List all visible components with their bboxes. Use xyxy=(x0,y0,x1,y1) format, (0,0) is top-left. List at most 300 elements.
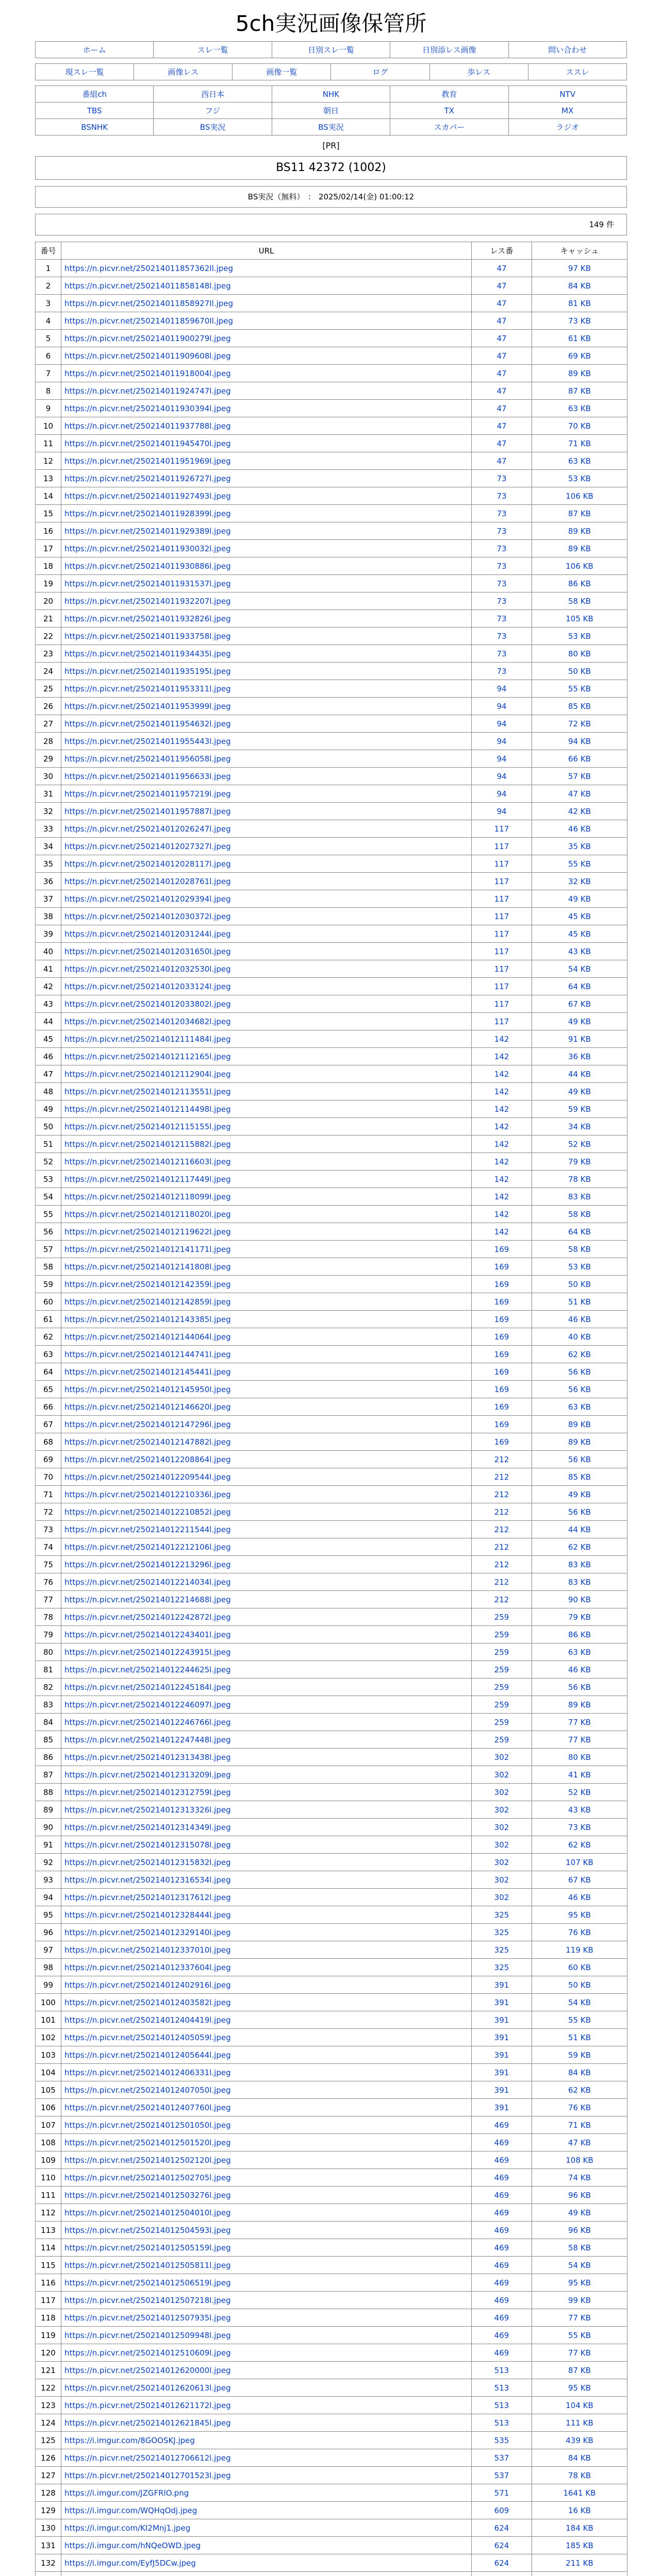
res-number-link[interactable]: 169 xyxy=(472,1328,532,1346)
subnav-link[interactable]: ログ xyxy=(331,64,429,80)
cache-size-link[interactable]: 55 KB xyxy=(532,2011,627,2029)
cache-size-link[interactable]: 43 KB xyxy=(532,1801,627,1819)
res-number-link[interactable]: 47 xyxy=(472,312,532,330)
image-url-link[interactable]: https://n.picvr.net/250214012505811l.jpeg xyxy=(61,2257,472,2274)
cache-size-link[interactable]: 84 KB xyxy=(532,277,627,295)
res-number-link[interactable]: 513 xyxy=(472,2414,532,2432)
res-number-link[interactable]: 47 xyxy=(472,452,532,470)
res-number-link[interactable]: 169 xyxy=(472,1241,532,1258)
res-number-link[interactable]: 94 xyxy=(472,733,532,750)
res-number-link[interactable]: 142 xyxy=(472,1048,532,1065)
cache-size-link[interactable]: 57 KB xyxy=(532,768,627,785)
image-url-link[interactable]: https://n.picvr.net/250214012027327l.jpeg xyxy=(61,838,472,855)
cache-size-link[interactable]: 52 KB xyxy=(532,1136,627,1153)
res-number-link[interactable]: 391 xyxy=(472,2064,532,2081)
res-number-link[interactable]: 169 xyxy=(472,1363,532,1381)
cache-size-link[interactable]: 86 KB xyxy=(532,1626,627,1643)
res-number-link[interactable]: 469 xyxy=(472,2274,532,2292)
image-url-link[interactable]: https://n.picvr.net/250214012504010l.jpeg xyxy=(61,2204,472,2222)
res-number-link[interactable]: 169 xyxy=(472,1433,532,1451)
res-number-link[interactable]: 94 xyxy=(472,698,532,715)
cache-size-link[interactable]: 54 KB xyxy=(532,1994,627,2011)
image-url-link[interactable]: https://n.picvr.net/250214012118099l.jpeg xyxy=(61,1188,472,1206)
cache-size-link[interactable]: 52 KB xyxy=(532,1784,627,1801)
image-url-link[interactable]: https://n.picvr.net/250214011859670Il.jpeg xyxy=(61,312,472,330)
res-number-link[interactable]: 142 xyxy=(472,1136,532,1153)
image-url-link[interactable]: https://n.picvr.net/250214012506519l.jpeg xyxy=(61,2274,472,2292)
cache-size-link[interactable]: 16 KB xyxy=(532,2502,627,2519)
image-url-link[interactable]: https://n.picvr.net/250214011924747l.jpeg xyxy=(61,382,472,400)
cache-size-link[interactable]: 49 KB xyxy=(532,1083,627,1100)
image-url-link[interactable]: https://n.picvr.net/250214012033124l.jpeg xyxy=(61,978,472,995)
nav-link[interactable]: スレ一覧 xyxy=(154,42,272,58)
image-url-link[interactable]: https://n.picvr.net/250214012407050l.jpeg xyxy=(61,2081,472,2099)
image-url-link[interactable]: https://n.picvr.net/250214011953311l.jpeg xyxy=(61,680,472,698)
image-url-link[interactable]: https://n.picvr.net/250214011858148l.jpeg xyxy=(61,277,472,295)
cache-size-link[interactable]: 89 KB xyxy=(532,1696,627,1714)
image-url-link[interactable]: https://n.picvr.net/250214012141171l.jpeg xyxy=(61,1241,472,1258)
res-number-link[interactable]: 117 xyxy=(472,890,532,908)
image-url-link[interactable]: https://n.picvr.net/250214012242872l.jpeg xyxy=(61,1608,472,1626)
channel-link[interactable]: TBS xyxy=(36,103,154,119)
res-number-link[interactable]: 73 xyxy=(472,663,532,680)
cache-size-link[interactable]: 58 KB xyxy=(532,592,627,610)
res-number-link[interactable]: 142 xyxy=(472,1065,532,1083)
res-number-link[interactable]: 94 xyxy=(472,803,532,820)
cache-size-link[interactable]: 104 KB xyxy=(532,2397,627,2414)
res-number-link[interactable]: 47 xyxy=(472,435,532,452)
cache-size-link[interactable]: 36 KB xyxy=(532,1048,627,1065)
res-number-link[interactable]: 212 xyxy=(472,1468,532,1486)
image-url-link[interactable]: https://n.picvr.net/250214012317612l.jpeg xyxy=(61,1889,472,1906)
image-url-link[interactable]: https://n.picvr.net/250214012117449l.jpeg xyxy=(61,1171,472,1188)
cache-size-link[interactable]: 66 KB xyxy=(532,750,627,768)
image-url-link[interactable]: https://n.picvr.net/250214012033802l.jpeg xyxy=(61,995,472,1013)
cache-size-link[interactable]: 58 KB xyxy=(532,1241,627,1258)
cache-size-link[interactable]: 55 KB xyxy=(532,680,627,698)
image-url-link[interactable]: https://n.picvr.net/250214011956058l.jpeg xyxy=(61,750,472,768)
image-url-link[interactable]: https://n.picvr.net/250214012313209l.jpeg xyxy=(61,1766,472,1784)
image-url-link[interactable]: https://n.picvr.net/250214011927493l.jpeg xyxy=(61,487,472,505)
image-url-link[interactable]: https://n.picvr.net/250214012337010l.jpeg xyxy=(61,1941,472,1959)
res-number-link[interactable]: 142 xyxy=(472,1118,532,1136)
channel-link[interactable]: 教育 xyxy=(390,86,508,103)
res-number-link[interactable]: 469 xyxy=(472,2309,532,2327)
nav-link[interactable]: 問い合わせ xyxy=(508,42,626,58)
cache-size-link[interactable] xyxy=(532,2572,627,2576)
image-url-link[interactable]: https://n.picvr.net/250214011955443l.jpeg xyxy=(61,733,472,750)
res-number-link[interactable]: 259 xyxy=(472,1696,532,1714)
res-number-link[interactable]: 169 xyxy=(472,1416,532,1433)
image-url-link[interactable]: https://n.picvr.net/250214012314349l.jpeg xyxy=(61,1819,472,1836)
image-url-link[interactable]: https://n.picvr.net/250214011933758l.jpeg xyxy=(61,628,472,645)
res-number-link[interactable]: 47 xyxy=(472,260,532,277)
image-url-link[interactable]: https://n.picvr.net/250214012144064l.jpeg xyxy=(61,1328,472,1346)
cache-size-link[interactable]: 60 KB xyxy=(532,1959,627,1976)
cache-size-link[interactable]: 89 KB xyxy=(532,1416,627,1433)
image-url-link[interactable]: https://n.picvr.net/250214012214688l.jpeg xyxy=(61,1591,472,1608)
cache-size-link[interactable]: 58 KB xyxy=(532,1206,627,1223)
res-number-link[interactable]: 169 xyxy=(472,1258,532,1276)
image-url-link[interactable]: https://n.picvr.net/250214012031244l.jpeg xyxy=(61,925,472,943)
cache-size-link[interactable]: 49 KB xyxy=(532,890,627,908)
image-url-link[interactable]: https://n.picvr.net/250214011930886l.jpeg xyxy=(61,557,472,575)
cache-size-link[interactable]: 97 KB xyxy=(532,260,627,277)
subnav-link[interactable]: 画像レス xyxy=(134,64,233,80)
res-number-link[interactable]: 142 xyxy=(472,1030,532,1048)
cache-size-link[interactable]: 85 KB xyxy=(532,1468,627,1486)
cache-size-link[interactable]: 53 KB xyxy=(532,470,627,487)
cache-size-link[interactable]: 56 KB xyxy=(532,1679,627,1696)
image-url-link[interactable]: https://n.picvr.net/250214011951969l.jpeg xyxy=(61,452,472,470)
image-url-link[interactable]: https://n.picvr.net/250214012029394l.jpeg xyxy=(61,890,472,908)
image-url-link[interactable]: https://n.picvr.net/250214012701523l.jpeg xyxy=(61,2467,472,2484)
cache-size-link[interactable]: 46 KB xyxy=(532,820,627,838)
image-url-link[interactable]: https://n.picvr.net/250214011900279l.jpeg xyxy=(61,330,472,347)
res-number-link[interactable]: 469 xyxy=(472,2327,532,2344)
res-number-link[interactable]: 117 xyxy=(472,855,532,873)
image-url-link[interactable]: https://n.picvr.net/250214011930032l.jpeg xyxy=(61,540,472,557)
res-number-link[interactable]: 624 xyxy=(472,2537,532,2554)
cache-size-link[interactable]: 73 KB xyxy=(532,1819,627,1836)
res-number-link[interactable]: 302 xyxy=(472,1784,532,1801)
res-number-link[interactable]: 259 xyxy=(472,1626,532,1643)
res-number-link[interactable]: 259 xyxy=(472,1731,532,1749)
image-url-link[interactable]: https://i.imgur.com/KI2Mnj1.jpeg xyxy=(61,2519,472,2537)
res-number-link[interactable]: 47 xyxy=(472,295,532,312)
cache-size-link[interactable]: 56 KB xyxy=(532,1451,627,1468)
res-number-link[interactable]: 117 xyxy=(472,960,532,978)
image-url-link[interactable]: https://n.picvr.net/250214012211544l.jpeg xyxy=(61,1521,472,1538)
image-url-link[interactable]: https://n.picvr.net/250214012142859l.jpeg xyxy=(61,1293,472,1311)
cache-size-link[interactable]: 69 KB xyxy=(532,347,627,365)
cache-size-link[interactable]: 86 KB xyxy=(532,575,627,592)
cache-size-link[interactable]: 108 KB xyxy=(532,2151,627,2169)
res-number-link[interactable]: 94 xyxy=(472,715,532,733)
cache-size-link[interactable]: 87 KB xyxy=(532,2362,627,2379)
cache-size-link[interactable]: 41 KB xyxy=(532,1766,627,1784)
cache-size-link[interactable]: 56 KB xyxy=(532,1503,627,1521)
res-number-link[interactable]: 117 xyxy=(472,925,532,943)
image-url-link[interactable]: https://n.picvr.net/250214012510609l.jpeg xyxy=(61,2344,472,2362)
cache-size-link[interactable]: 84 KB xyxy=(532,2064,627,2081)
image-url-link[interactable]: https://n.picvr.net/250214012337604l.jpeg xyxy=(61,1959,472,1976)
image-url-link[interactable]: https://n.picvr.net/250214011953999l.jpeg xyxy=(61,698,472,715)
image-url-link[interactable]: https://n.picvr.net/250214012144741l.jpeg xyxy=(61,1346,472,1363)
image-url-link[interactable]: https://n.picvr.net/250214012405644l.jpeg xyxy=(61,2046,472,2064)
cache-size-link[interactable]: 99 KB xyxy=(532,2292,627,2309)
image-url-link[interactable]: https://n.picvr.net/250214012621845l.jpeg xyxy=(61,2414,472,2432)
res-number-link[interactable]: 73 xyxy=(472,645,532,663)
cache-size-link[interactable]: 106 KB xyxy=(532,487,627,505)
image-url-link[interactable]: https://n.picvr.net/250214012312759l.jpeg xyxy=(61,1784,472,1801)
cache-size-link[interactable]: 107 KB xyxy=(532,1854,627,1871)
cache-size-link[interactable]: 96 KB xyxy=(532,2222,627,2239)
cache-size-link[interactable]: 111 KB xyxy=(532,2414,627,2432)
cache-size-link[interactable]: 71 KB xyxy=(532,2116,627,2134)
channel-link[interactable]: スカパー xyxy=(390,119,508,135)
image-url-link[interactable] xyxy=(61,2572,472,2576)
image-url-link[interactable]: https://n.picvr.net/250214012031650l.jpeg xyxy=(61,943,472,960)
res-number-link[interactable] xyxy=(472,2572,532,2576)
res-number-link[interactable]: 624 xyxy=(472,2519,532,2537)
cache-size-link[interactable]: 51 KB xyxy=(532,2029,627,2046)
res-number-link[interactable]: 302 xyxy=(472,1871,532,1889)
res-number-link[interactable]: 302 xyxy=(472,1766,532,1784)
cache-size-link[interactable]: 76 KB xyxy=(532,2099,627,2116)
cache-size-link[interactable]: 50 KB xyxy=(532,1976,627,1994)
channel-link[interactable]: 西日本 xyxy=(154,86,272,103)
res-number-link[interactable]: 302 xyxy=(472,1889,532,1906)
nav-link[interactable]: 日別添レス画像 xyxy=(390,42,508,58)
image-url-link[interactable]: https://n.picvr.net/250214012316534l.jpeg xyxy=(61,1871,472,1889)
image-url-link[interactable]: https://n.picvr.net/250214012210336l.jpeg xyxy=(61,1486,472,1503)
res-number-link[interactable]: 117 xyxy=(472,943,532,960)
image-url-link[interactable]: https://n.picvr.net/250214011956633l.jpeg xyxy=(61,768,472,785)
image-url-link[interactable]: https://n.picvr.net/250214012315078l.jpeg xyxy=(61,1836,472,1854)
image-url-link[interactable]: https://n.picvr.net/250214011909608l.jpeg xyxy=(61,347,472,365)
cache-size-link[interactable]: 49 KB xyxy=(532,1013,627,1030)
image-url-link[interactable]: https://i.imgur.com/EyfJ5DCw.jpeg xyxy=(61,2554,472,2572)
res-number-link[interactable]: 73 xyxy=(472,628,532,645)
res-number-link[interactable]: 259 xyxy=(472,1679,532,1696)
cache-size-link[interactable]: 54 KB xyxy=(532,2257,627,2274)
image-url-link[interactable]: https://n.picvr.net/250214012620000l.jpeg xyxy=(61,2362,472,2379)
image-url-link[interactable]: https://n.picvr.net/250214012143385l.jpeg xyxy=(61,1311,472,1328)
channel-link[interactable]: NTV xyxy=(508,86,626,103)
res-number-link[interactable]: 47 xyxy=(472,417,532,435)
cache-size-link[interactable]: 46 KB xyxy=(532,1311,627,1328)
res-number-link[interactable]: 73 xyxy=(472,575,532,592)
cache-size-link[interactable]: 63 KB xyxy=(532,1643,627,1661)
image-url-link[interactable]: https://n.picvr.net/250214012246097l.jpeg xyxy=(61,1696,472,1714)
image-url-link[interactable]: https://n.picvr.net/250214011929389l.jpeg xyxy=(61,522,472,540)
cache-size-link[interactable]: 47 KB xyxy=(532,785,627,803)
cache-size-link[interactable]: 94 KB xyxy=(532,733,627,750)
image-url-link[interactable]: https://n.picvr.net/250214012507218l.jpeg xyxy=(61,2292,472,2309)
subnav-link[interactable]: 現スレ一覧 xyxy=(36,64,134,80)
image-url-link[interactable]: https://n.picvr.net/250214012315832l.jpeg xyxy=(61,1854,472,1871)
cache-size-link[interactable]: 46 KB xyxy=(532,1661,627,1679)
image-url-link[interactable]: https://n.picvr.net/250214012329140l.jpeg xyxy=(61,1924,472,1941)
res-number-link[interactable]: 73 xyxy=(472,470,532,487)
image-url-link[interactable]: https://n.picvr.net/250214012145441l.jpeg xyxy=(61,1363,472,1381)
res-number-link[interactable]: 73 xyxy=(472,487,532,505)
res-number-link[interactable]: 117 xyxy=(472,838,532,855)
cache-size-link[interactable]: 77 KB xyxy=(532,2309,627,2327)
res-number-link[interactable]: 469 xyxy=(472,2116,532,2134)
res-number-link[interactable]: 302 xyxy=(472,1749,532,1766)
res-number-link[interactable]: 325 xyxy=(472,1941,532,1959)
channel-link[interactable]: 朝日 xyxy=(272,103,390,119)
res-number-link[interactable]: 259 xyxy=(472,1643,532,1661)
image-url-link[interactable]: https://n.picvr.net/250214012112904l.jpeg xyxy=(61,1065,472,1083)
cache-size-link[interactable]: 83 KB xyxy=(532,1556,627,1573)
cache-size-link[interactable]: 45 KB xyxy=(532,925,627,943)
res-number-link[interactable]: 537 xyxy=(472,2449,532,2467)
res-number-link[interactable]: 259 xyxy=(472,1608,532,1626)
cache-size-link[interactable]: 76 KB xyxy=(532,1924,627,1941)
image-url-link[interactable]: https://n.picvr.net/250214012706612l.jpeg xyxy=(61,2449,472,2467)
res-number-link[interactable]: 94 xyxy=(472,785,532,803)
cache-size-link[interactable]: 119 KB xyxy=(532,1941,627,1959)
image-url-link[interactable]: https://n.picvr.net/250214012502705l.jpeg xyxy=(61,2169,472,2187)
image-url-link[interactable]: https://n.picvr.net/250214012313438l.jpeg xyxy=(61,1749,472,1766)
res-number-link[interactable]: 212 xyxy=(472,1538,532,1556)
cache-size-link[interactable]: 71 KB xyxy=(532,435,627,452)
res-number-link[interactable]: 94 xyxy=(472,750,532,768)
image-url-link[interactable]: https://n.picvr.net/250214012504593l.jpeg xyxy=(61,2222,472,2239)
res-number-link[interactable]: 469 xyxy=(472,2239,532,2257)
res-number-link[interactable]: 469 xyxy=(472,2187,532,2204)
res-number-link[interactable]: 259 xyxy=(472,1714,532,1731)
image-url-link[interactable]: https://n.picvr.net/250214011918004l.jpeg xyxy=(61,365,472,382)
cache-size-link[interactable]: 89 KB xyxy=(532,522,627,540)
image-url-link[interactable]: https://n.picvr.net/250214012244625l.jpeg xyxy=(61,1661,472,1679)
cache-size-link[interactable]: 77 KB xyxy=(532,1714,627,1731)
cache-size-link[interactable]: 80 KB xyxy=(532,645,627,663)
channel-link[interactable]: ラジオ xyxy=(508,119,626,135)
cache-size-link[interactable]: 47 KB xyxy=(532,2134,627,2151)
cache-size-link[interactable]: 89 KB xyxy=(532,365,627,382)
res-number-link[interactable]: 537 xyxy=(472,2467,532,2484)
cache-size-link[interactable]: 70 KB xyxy=(532,417,627,435)
res-number-link[interactable]: 142 xyxy=(472,1223,532,1241)
cache-size-link[interactable]: 45 KB xyxy=(532,908,627,925)
image-url-link[interactable]: https://n.picvr.net/250214011937788l.jpeg xyxy=(61,417,472,435)
cache-size-link[interactable]: 53 KB xyxy=(532,1258,627,1276)
image-url-link[interactable]: https://n.picvr.net/250214012328444l.jpeg xyxy=(61,1906,472,1924)
res-number-link[interactable]: 142 xyxy=(472,1188,532,1206)
res-number-link[interactable]: 469 xyxy=(472,2169,532,2187)
cache-size-link[interactable]: 61 KB xyxy=(532,330,627,347)
res-number-link[interactable]: 142 xyxy=(472,1206,532,1223)
cache-size-link[interactable]: 56 KB xyxy=(532,1381,627,1398)
cache-size-link[interactable]: 106 KB xyxy=(532,557,627,575)
image-url-link[interactable]: https://n.picvr.net/250214011935195l.jpeg xyxy=(61,663,472,680)
res-number-link[interactable]: 212 xyxy=(472,1451,532,1468)
image-url-link[interactable]: https://n.picvr.net/250214012406331l.jpeg xyxy=(61,2064,472,2081)
cache-size-link[interactable]: 44 KB xyxy=(532,1065,627,1083)
cache-size-link[interactable]: 89 KB xyxy=(532,1433,627,1451)
image-url-link[interactable]: https://n.picvr.net/250214011858927Il.jpeg xyxy=(61,295,472,312)
cache-size-link[interactable]: 62 KB xyxy=(532,1538,627,1556)
subnav-link[interactable]: ススレ xyxy=(528,64,626,80)
cache-size-link[interactable]: 79 KB xyxy=(532,1608,627,1626)
image-url-link[interactable]: https://n.picvr.net/250214012245184l.jpeg xyxy=(61,1679,472,1696)
res-number-link[interactable]: 212 xyxy=(472,1503,532,1521)
res-number-link[interactable]: 212 xyxy=(472,1573,532,1591)
cache-size-link[interactable]: 64 KB xyxy=(532,1223,627,1241)
res-number-link[interactable]: 513 xyxy=(472,2362,532,2379)
res-number-link[interactable]: 469 xyxy=(472,2134,532,2151)
cache-size-link[interactable]: 77 KB xyxy=(532,1731,627,1749)
image-url-link[interactable]: https://n.picvr.net/250214011926727l.jpeg xyxy=(61,470,472,487)
image-url-link[interactable]: https://n.picvr.net/250214011957219l.jpeg xyxy=(61,785,472,803)
cache-size-link[interactable]: 49 KB xyxy=(532,2204,627,2222)
cache-size-link[interactable]: 42 KB xyxy=(532,803,627,820)
res-number-link[interactable]: 169 xyxy=(472,1311,532,1328)
image-url-link[interactable]: https://n.picvr.net/250214012119622l.jpeg xyxy=(61,1223,472,1241)
image-url-link[interactable]: https://n.picvr.net/250214012209544l.jpeg xyxy=(61,1468,472,1486)
image-url-link[interactable]: https://n.picvr.net/250214012116603l.jpeg xyxy=(61,1153,472,1171)
cache-size-link[interactable]: 85 KB xyxy=(532,698,627,715)
cache-size-link[interactable]: 58 KB xyxy=(532,2239,627,2257)
res-number-link[interactable]: 302 xyxy=(472,1854,532,1871)
image-url-link[interactable]: https://n.picvr.net/250214012505159l.jpeg xyxy=(61,2239,472,2257)
res-number-link[interactable]: 469 xyxy=(472,2292,532,2309)
res-number-link[interactable]: 169 xyxy=(472,1276,532,1293)
image-url-link[interactable]: https://n.picvr.net/250214012141808l.jpeg xyxy=(61,1258,472,1276)
res-number-link[interactable]: 117 xyxy=(472,908,532,925)
image-url-link[interactable]: https://n.picvr.net/250214012115882l.jpeg xyxy=(61,1136,472,1153)
image-url-link[interactable]: https://n.picvr.net/250214012208864l.jpeg xyxy=(61,1451,472,1468)
channel-link[interactable]: BS実況 xyxy=(272,119,390,135)
cache-size-link[interactable]: 80 KB xyxy=(532,1749,627,1766)
image-url-link[interactable]: https://n.picvr.net/250214011931537l.jpeg xyxy=(61,575,472,592)
cache-size-link[interactable]: 211 KB xyxy=(532,2554,627,2572)
res-number-link[interactable]: 302 xyxy=(472,1801,532,1819)
res-number-link[interactable]: 94 xyxy=(472,768,532,785)
cache-size-link[interactable]: 95 KB xyxy=(532,2274,627,2292)
res-number-link[interactable]: 469 xyxy=(472,2257,532,2274)
cache-size-link[interactable]: 62 KB xyxy=(532,1836,627,1854)
cache-size-link[interactable]: 51 KB xyxy=(532,1293,627,1311)
res-number-link[interactable]: 142 xyxy=(472,1100,532,1118)
cache-size-link[interactable]: 67 KB xyxy=(532,1871,627,1889)
image-url-link[interactable]: https://i.imgur.com/WQHqOdj.jpeg xyxy=(61,2502,472,2519)
res-number-link[interactable]: 169 xyxy=(472,1398,532,1416)
res-number-link[interactable]: 391 xyxy=(472,2081,532,2099)
image-url-link[interactable]: https://n.picvr.net/250214012212106l.jpeg xyxy=(61,1538,472,1556)
res-number-link[interactable]: 169 xyxy=(472,1381,532,1398)
cache-size-link[interactable]: 49 KB xyxy=(532,1486,627,1503)
image-url-link[interactable]: https://n.picvr.net/250214012032530l.jpeg xyxy=(61,960,472,978)
res-number-link[interactable]: 73 xyxy=(472,505,532,522)
cache-size-link[interactable]: 43 KB xyxy=(532,943,627,960)
cache-size-link[interactable]: 40 KB xyxy=(532,1328,627,1346)
image-url-link[interactable]: https://n.picvr.net/250214012145950l.jpeg xyxy=(61,1381,472,1398)
cache-size-link[interactable]: 50 KB xyxy=(532,663,627,680)
res-number-link[interactable]: 169 xyxy=(472,1346,532,1363)
image-url-link[interactable]: https://n.picvr.net/250214011932207l.jpeg xyxy=(61,592,472,610)
res-number-link[interactable]: 391 xyxy=(472,1994,532,2011)
cache-size-link[interactable]: 89 KB xyxy=(532,540,627,557)
cache-size-link[interactable]: 83 KB xyxy=(532,1573,627,1591)
cache-size-link[interactable]: 1641 KB xyxy=(532,2484,627,2502)
cache-size-link[interactable]: 77 KB xyxy=(532,2344,627,2362)
channel-link[interactable]: BSNHK xyxy=(36,119,154,135)
cache-size-link[interactable]: 44 KB xyxy=(532,1521,627,1538)
image-url-link[interactable]: https://n.picvr.net/250214012146620l.jpeg xyxy=(61,1398,472,1416)
res-number-link[interactable]: 212 xyxy=(472,1486,532,1503)
cache-size-link[interactable]: 63 KB xyxy=(532,400,627,417)
cache-size-link[interactable]: 79 KB xyxy=(532,1153,627,1171)
res-number-link[interactable]: 47 xyxy=(472,330,532,347)
image-url-link[interactable]: https://n.picvr.net/250214012621172l.jpeg xyxy=(61,2397,472,2414)
res-number-link[interactable]: 469 xyxy=(472,2344,532,2362)
cache-size-link[interactable]: 55 KB xyxy=(532,2327,627,2344)
res-number-link[interactable]: 325 xyxy=(472,1906,532,1924)
res-number-link[interactable]: 609 xyxy=(472,2502,532,2519)
res-number-link[interactable]: 142 xyxy=(472,1171,532,1188)
cache-size-link[interactable]: 50 KB xyxy=(532,1276,627,1293)
image-url-link[interactable]: https://n.picvr.net/250214012405059l.jpeg xyxy=(61,2029,472,2046)
res-number-link[interactable]: 73 xyxy=(472,557,532,575)
res-number-link[interactable]: 47 xyxy=(472,365,532,382)
channel-link[interactable]: BS実況 xyxy=(154,119,272,135)
image-url-link[interactable]: https://n.picvr.net/250214012030372l.jpeg xyxy=(61,908,472,925)
